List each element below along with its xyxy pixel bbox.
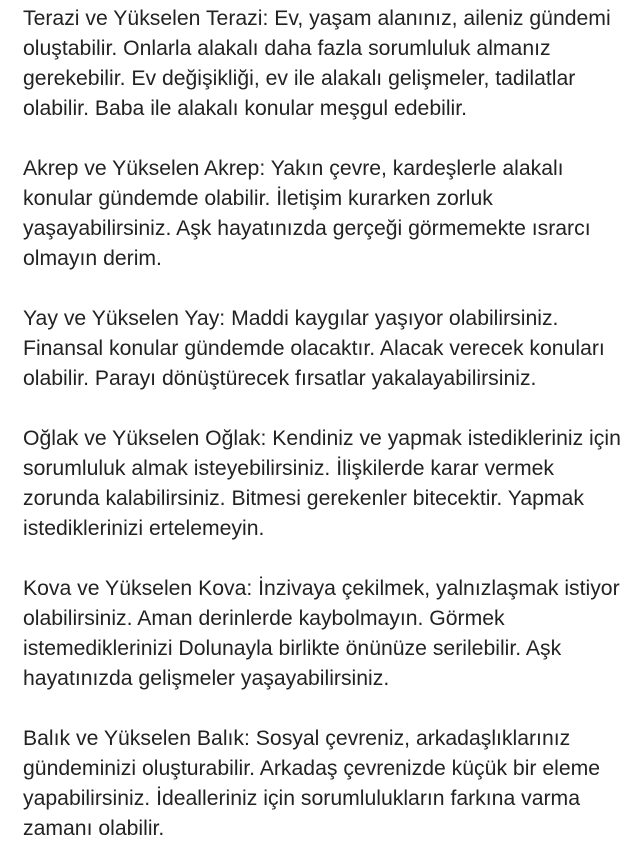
- paragraph: [23, 4, 642, 124]
- paragraph: [23, 574, 642, 694]
- text-line: konular gündemde olabilir. İletişim kurarken zorluk: [23, 187, 493, 210]
- text-line: olabilir. Parayı dönüştürecek fırsatlar yakalayabilirsiniz.: [23, 367, 537, 390]
- paragraph-list: [23, 4, 642, 844]
- text-line: olabilirsiniz. Aman derinlerde kaybolmayın. Görmek: [23, 607, 505, 630]
- text-line: sorumluluk almak isteyebilirsiniz. İlişkilerde karar vermek: [23, 457, 555, 480]
- text-line: Oğlak ve Yükselen Oğlak: Kendiniz ve yapmak istedikleriniz için: [23, 427, 621, 450]
- text-line: Kova ve Yükselen Kova: İnzivaya çekilmek, yalnızlaşmak istiyor: [23, 577, 620, 600]
- paragraph: [23, 424, 642, 544]
- text-line: gerekebilir. Ev değişikliği, ev ile alakalı gelişmeler, tadilatlar: [23, 67, 576, 90]
- paragraph: [23, 154, 642, 274]
- paragraph: [23, 304, 642, 394]
- text-line: oluştabilir. Onlarla alakalı daha fazla sorumluluk almanız: [23, 37, 551, 60]
- text-line: Akrep ve Yükselen Akrep: Yakın çevre, kardeşlerle alakalı: [23, 157, 564, 180]
- text-line: istemediklerinizi Dolunayla birlikte önünüze serilebilir. Aşk: [23, 637, 562, 660]
- text-line: istediklerinizi ertelemeyin.: [23, 517, 265, 540]
- text-line: hayatınızda gelişmeler yaşayabilirsiniz.: [23, 667, 390, 690]
- paragraph: [23, 724, 642, 844]
- text-line: Finansal konular gündemde olacaktır. Alacak verecek konuları: [23, 337, 605, 360]
- text-line: olabilir. Baba ile alakalı konular meşgul edebilir.: [23, 97, 468, 120]
- text-line: Terazi ve Yükselen Terazi: Ev, yaşam alanınız, aileniz gündemi: [23, 7, 611, 30]
- text-line: gündeminizi oluşturabilir. Arkadaş çevrenizde küçük bir eleme: [23, 757, 601, 780]
- text-line: yapabilirsiniz. İdealleriniz için sorumlulukların farkına varma: [23, 787, 580, 810]
- text-line: zamanı olabilir.: [23, 817, 165, 840]
- text-line: Yay ve Yükselen Yay: Maddi kaygılar yaşıyor olabilirsiniz.: [23, 307, 559, 330]
- text-line: Balık ve Yükselen Balık: Sosyal çevreniz, arkadaşlıklarınız: [23, 727, 571, 750]
- text-line: zorunda kalabilirsiniz. Bitmesi gerekenler bitecektir. Yapmak: [23, 487, 584, 510]
- text-line: yaşayabilirsiniz. Aşk hayatınızda gerçeği görmemekte ısrarcı: [23, 217, 591, 240]
- text-line: olmayın derim.: [23, 247, 162, 270]
